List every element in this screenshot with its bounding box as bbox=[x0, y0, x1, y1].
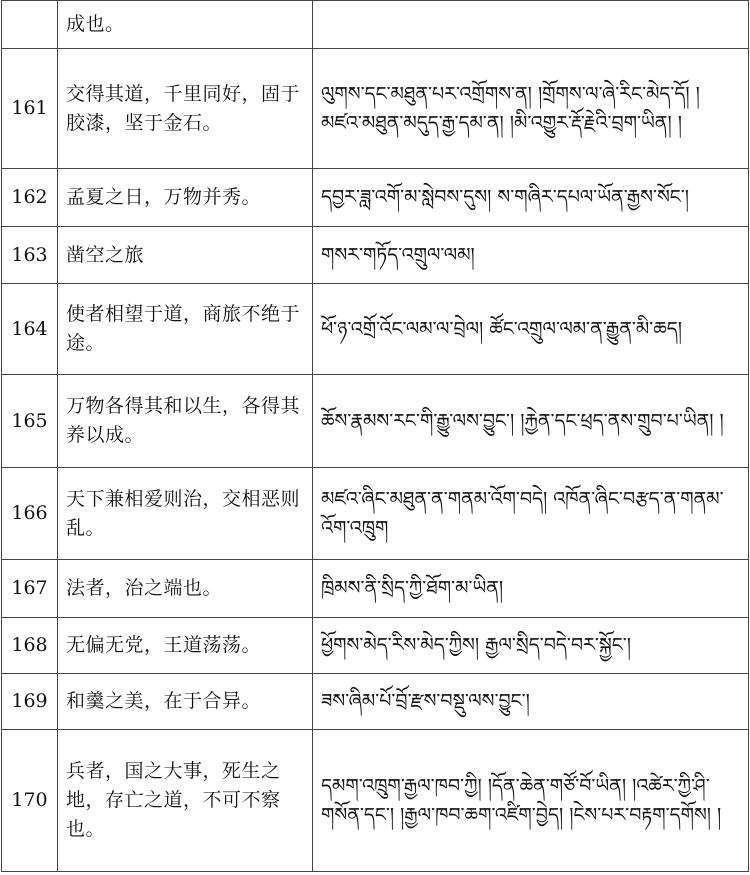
tibetan-text: ཆོས་རྣམས་རང་གི་རྒྱུ་ལས་བྱུང་། །རྐྱེན་དང་ཕྲད་ནས་གྲུབ་པ་ཡིན། ། bbox=[313, 375, 749, 468]
tibetan-text: དམག་འཁྲུག་རྒྱལ་ཁབ་ཀྱི། །དོན་ཆེན་གཙོ་བོ་ཡིན། །འཚེར་ཀྱི་ཤི་གསོན་དང་། །རྒྱལ་ཁབ་ཆག་འཛིག་བྱེད། །ངེས་པར་བརྟག་དགོས། ། bbox=[313, 730, 749, 872]
chinese-text: 使者相望于道，商旅不绝于途。 bbox=[58, 284, 313, 375]
chinese-text: 凿空之旅 bbox=[58, 227, 313, 284]
table-row bbox=[2, 618, 749, 674]
row-number: 166 bbox=[2, 468, 58, 560]
row-number: 169 bbox=[2, 674, 58, 730]
chinese-text: 万物各得其和以生，各得其养以成。 bbox=[58, 375, 313, 468]
tibetan-text: གསར་གཏོད་འགྲུལ་ལམ། bbox=[313, 227, 749, 284]
table-row bbox=[2, 1, 749, 49]
tibetan-text bbox=[313, 1, 749, 49]
chinese-text: 和羹之美，在于合异。 bbox=[58, 674, 313, 730]
table-row bbox=[2, 730, 749, 872]
tibetan-text: ཁྲིམས་ནི་སྲིད་ཀྱི་ཐོག་མ་ཡིན། bbox=[313, 560, 749, 618]
table-row bbox=[2, 169, 749, 227]
chinese-text: 孟夏之日，万物并秀。 bbox=[58, 169, 313, 227]
table-row bbox=[2, 560, 749, 618]
translation-table bbox=[1, 0, 749, 872]
row-number: 163 bbox=[2, 227, 58, 284]
row-number: 162 bbox=[2, 169, 58, 227]
row-number: 170 bbox=[2, 730, 58, 872]
chinese-text: 兵者，国之大事，死生之地，存亡之道，不可不察也。 bbox=[58, 730, 313, 872]
row-number: 161 bbox=[2, 49, 58, 169]
tibetan-text: ལུགས་དང་མཐུན་པར་འགྲོགས་ན། །གྲོགས་ལ་ཞེ་རིང་མེད་དོ། །མཛའ་མཐུན་མདུད་རྒྱ་དམ་ན། །མི་འགྱུར་རྡོ་རྗེའི་བྲག་ཡིན། ། bbox=[313, 49, 749, 169]
row-number: 165 bbox=[2, 375, 58, 468]
tibetan-text: ཟས་ཞིམ་པོ་བྲོ་རྫས་བསྡུ་ལས་བྱུང་། bbox=[313, 674, 749, 730]
row-number: 168 bbox=[2, 618, 58, 674]
tibetan-text: མཛའ་ཞིང་མཐུན་ན་གནམ་འོག་བདེ། འཁོན་ཞིང་བརྩད་ན་གནམ་འོག་འཁྲུག bbox=[313, 468, 749, 560]
tibetan-text: ཕྱོགས་མེད་རིས་མེད་ཀྱིས། རྒྱལ་སྲིད་བདེ་བར་སྐྱོང་། bbox=[313, 618, 749, 674]
chinese-text: 法者，治之端也。 bbox=[58, 560, 313, 618]
chinese-text: 成也。 bbox=[58, 1, 313, 49]
row-number bbox=[2, 1, 58, 49]
table-row bbox=[2, 375, 749, 468]
chinese-text: 天下兼相爱则治，交相恶则乱。 bbox=[58, 468, 313, 560]
table-row bbox=[2, 468, 749, 560]
chinese-text: 无偏无党，王道荡荡。 bbox=[58, 618, 313, 674]
table-row bbox=[2, 227, 749, 284]
row-number: 164 bbox=[2, 284, 58, 375]
row-number: 167 bbox=[2, 560, 58, 618]
table-row bbox=[2, 284, 749, 375]
table-row bbox=[2, 49, 749, 169]
tibetan-text: དབྱར་ཟླ་འགོ་མ་སླེབས་དུས། ས་གཞིར་དཔལ་ཡོན་རྒྱས་སོང་། bbox=[313, 169, 749, 227]
table-row bbox=[2, 674, 749, 730]
tibetan-text: ཕོ་ཉ་འགྲོ་འོང་ལམ་ལ་བྲེལ། ཚོང་འགྲུལ་ལམ་ན་རྒྱུན་མི་ཆད། bbox=[313, 284, 749, 375]
chinese-text: 交得其道，千里同好，固于胶漆，坚于金石。 bbox=[58, 49, 313, 169]
